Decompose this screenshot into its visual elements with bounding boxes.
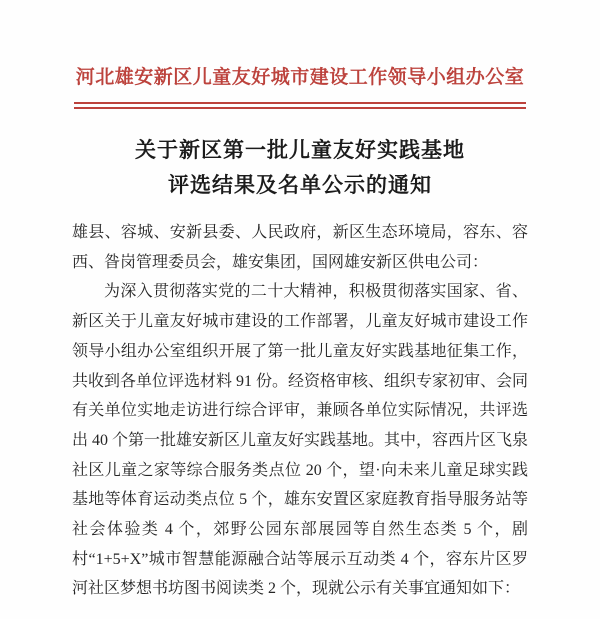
- letterhead-divider: [74, 102, 526, 109]
- recipients-paragraph: 雄县、容城、安新县委、人民政府，新区生态环境局，容东、容西、昝岗管理委员会，雄安集团，国网雄安新区供电公司：: [72, 224, 528, 271]
- notice-title-line1: 关于新区第一批儿童友好实践基地: [135, 138, 465, 162]
- letterhead-org-name: 河北雄安新区儿童友好城市建设工作领导小组办公室: [75, 67, 525, 88]
- notice-body: [72, 218, 528, 604]
- notice-title-line2: 评选结果及名单公示的通知: [168, 173, 432, 197]
- body-paragraph: 为深入贯彻落实党的二十大精神，积极贯彻落实国家、省、新区关于儿童友好城市建设的工作部署，儿童友好城市建设工作领导小组办公室组织开展了第一批儿童友好实践基地征集工作，共收到各单位评选材料 91 份。经资格审核、组织专家初审、会同有关单位实地走访进行综合评审，兼顾各单位实际情况，共评选出 40 个第一批雄安新区儿童友好实践基地。其中，容西片区飞泉社区儿童之家等综合服务类点位 20 个，望·向未来儿童足球实践基地等体育运动类点位 5 个，雄东安置区家庭教育指导服务站等社会体验类 4 个，郊野公园东部展园等自然生态类 5 个，剧村“1+5+X”城市智慧能源融合站等展示互动类 4 个，容东片区罗河社区梦想书坊图书阅读类 2 个，现就公示有关事宜通知如下：: [72, 283, 529, 598]
- notice-title: [0, 133, 600, 203]
